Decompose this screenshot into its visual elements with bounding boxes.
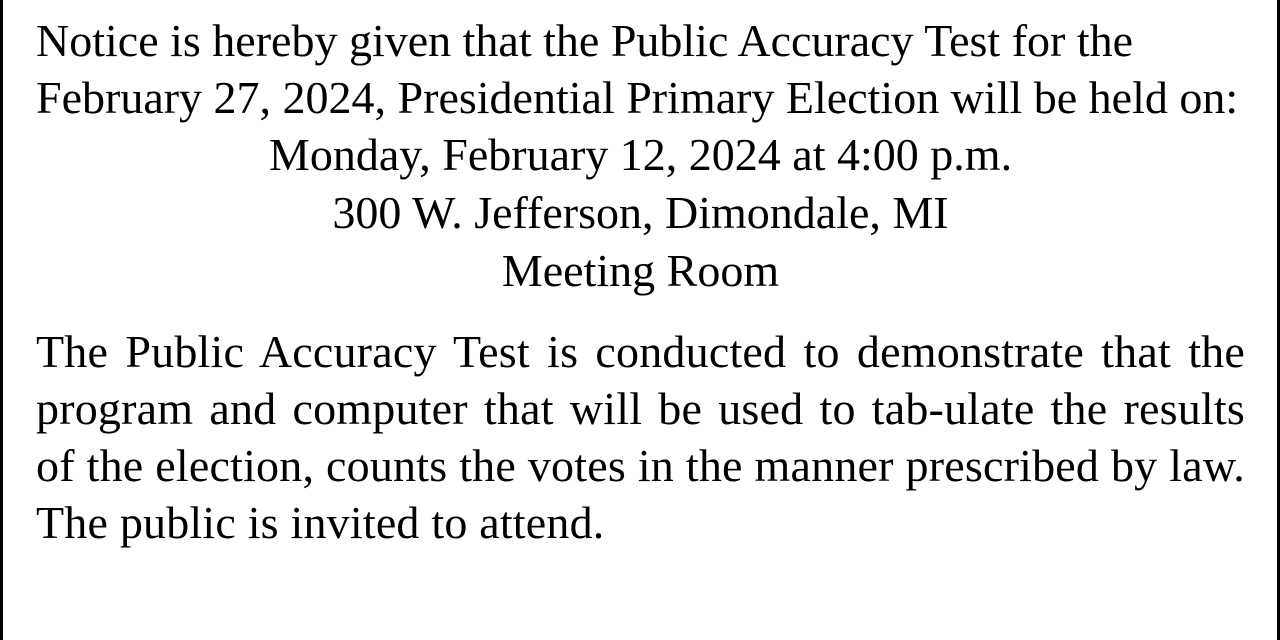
notice-intro: Notice is hereby given that the Public Accuracy Test for the February 27, 2024, Presidential Primary Election will be held on: — [36, 15, 1239, 123]
meeting-address: 300 W. Jefferson, Dimondale, MI — [332, 187, 949, 238]
meeting-date-time: Monday, February 12, 2024 at 4:00 p.m. — [268, 129, 1013, 180]
notice-body: The Public Accuracy Test is conducted to demonstrate that the program and computer that will be used to tab-ulate the results of the election, counts the votes in the manner prescribed by law. The public is invited to attend. — [36, 326, 1245, 548]
meeting-room: Meeting Room — [501, 245, 780, 296]
meeting-details — [36, 126, 1245, 300]
